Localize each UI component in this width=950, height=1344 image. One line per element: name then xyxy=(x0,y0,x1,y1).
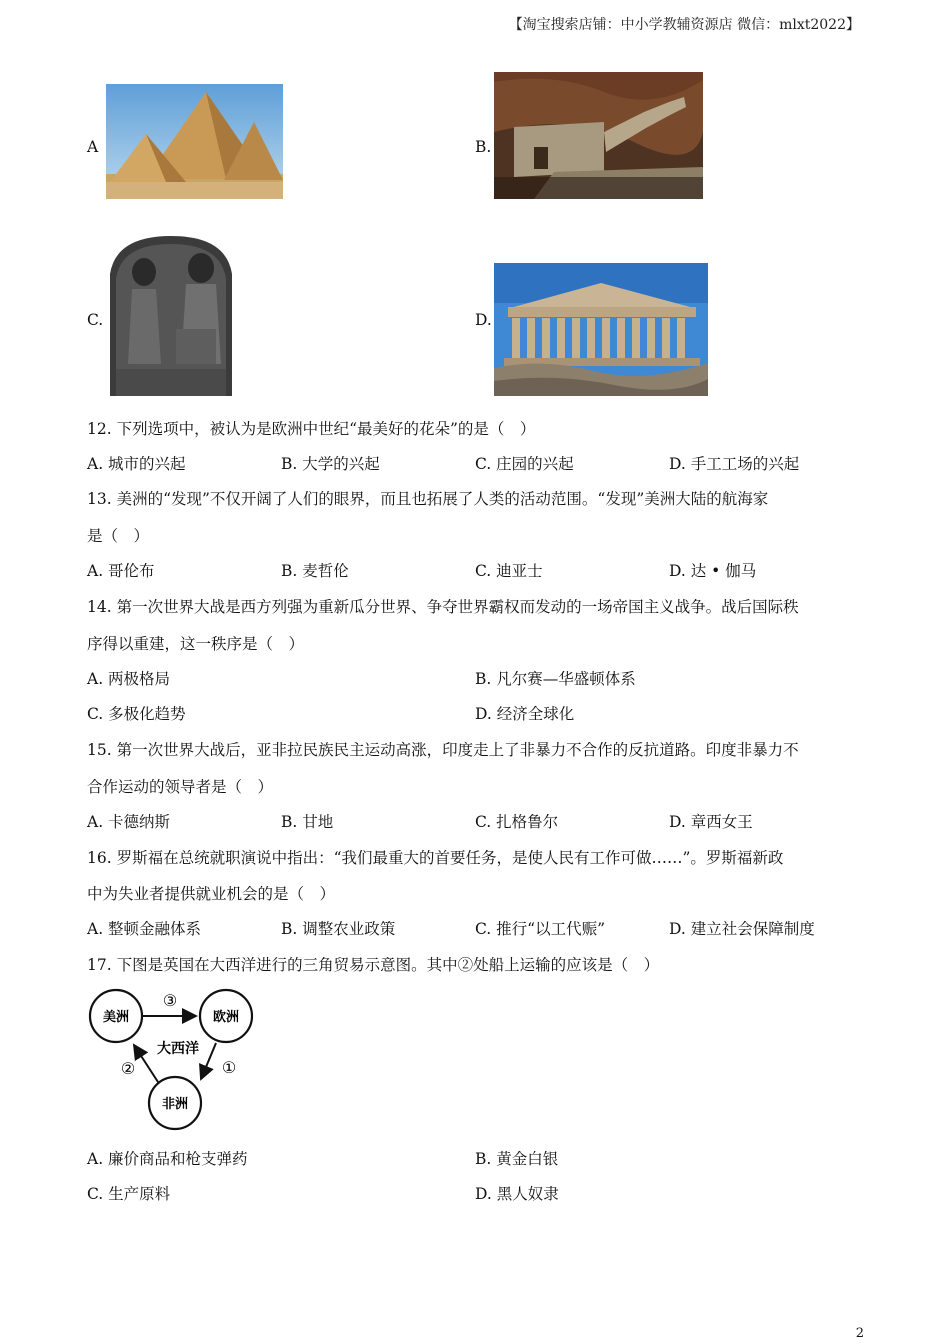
option-a-label: A xyxy=(87,138,99,156)
q15-option-d: D. 章西女王 xyxy=(669,813,753,831)
q17-option-a: A. 廉价商品和枪支弹药 xyxy=(87,1150,248,1168)
q12-option-a: A. 城市的兴起 xyxy=(87,455,186,473)
page-header: 【淘宝搜索店铺：中小学教辅资源店 微信：mlxt2022】 xyxy=(508,17,860,33)
option-d-label: D. xyxy=(475,311,492,329)
marker-2: ② xyxy=(120,1059,136,1078)
q17-option-b: B. 黄金白银 xyxy=(475,1150,559,1168)
arrow-europe-to-africa xyxy=(201,1043,216,1079)
q14-option-c: C. 多极化趋势 xyxy=(87,705,186,723)
triangle-trade-diagram xyxy=(86,987,260,1135)
q14-option-d: D. 经济全球化 xyxy=(475,705,575,723)
q16-option-d: D. 建立社会保障制度 xyxy=(669,920,815,938)
q15-stem-line2: 合作运动的领导者是（ ） xyxy=(87,778,274,796)
marker-1: ① xyxy=(221,1058,237,1077)
q13-stem-line1: 13. 美洲的“发现”不仅开阔了人们的眼界，而且也拓展了人类的活动范围。“发现”美洲大陆的航海家 xyxy=(87,490,769,508)
q14-stem-line1: 14. 第一次世界大战是西方列强为重新瓜分世界、争夺世界霸权而发动的一场帝国主义战争。战后国际秩 xyxy=(87,598,799,616)
parthenon-image xyxy=(494,263,708,396)
q13-option-c: C. 迪亚士 xyxy=(475,562,543,580)
q16-option-a: A. 整顿金融体系 xyxy=(87,920,202,938)
q12-stem: 12. 下列选项中，被认为是欧洲中世纪“最美好的花朵”的是（ ） xyxy=(87,420,536,438)
option-c-label: C. xyxy=(87,311,104,329)
option-b-label: B. xyxy=(475,138,492,156)
great-wall-image xyxy=(494,72,703,199)
americas-label: 美洲 xyxy=(102,1010,130,1025)
q12-option-b: B. 大学的兴起 xyxy=(281,455,380,473)
q15-option-c: C. 扎格鲁尔 xyxy=(475,813,559,831)
q13-stem-line2: 是（ ） xyxy=(87,527,150,545)
africa-label: 非洲 xyxy=(161,1097,189,1112)
q15-option-b: B. 甘地 xyxy=(281,813,334,831)
page-number: 2 xyxy=(855,1326,864,1341)
q14-option-a: A. 两极格局 xyxy=(87,670,171,688)
pyramids-image xyxy=(106,84,283,199)
q15-stem-line1: 15. 第一次世界大战后，亚非拉民族民主运动高涨，印度走上了非暴力不合作的反抗道路。印度非暴力不 xyxy=(87,741,799,759)
q13-option-a: A. 哥伦布 xyxy=(87,562,155,580)
q17-option-d: D. 黑人奴隶 xyxy=(475,1185,559,1203)
q12-option-c: C. 庄园的兴起 xyxy=(475,455,574,473)
q16-stem-line2: 中为失业者提供就业机会的是（ ） xyxy=(87,885,336,903)
arrow-africa-to-americas xyxy=(134,1045,158,1082)
ocean-label: 大西洋 xyxy=(157,1041,199,1057)
q16-option-c: C. 推行“以工代赈” xyxy=(475,920,606,938)
europe-label: 欧洲 xyxy=(212,1010,240,1025)
q16-stem-line1: 16. 罗斯福在总统就职演说中指出：“我们最重大的首要任务，是使人民有工作可做……”。罗斯福新政 xyxy=(87,849,784,867)
q16-option-b: B. 调整农业政策 xyxy=(281,920,396,938)
hammurabi-stele-image xyxy=(106,234,236,396)
q13-option-b: B. 麦哲伦 xyxy=(281,562,349,580)
q17-option-c: C. 生产原料 xyxy=(87,1185,171,1203)
q14-stem-line2: 序得以重建，这一秩序是（ ） xyxy=(87,635,305,653)
q17-stem: 17. 下图是英国在大西洋进行的三角贸易示意图。其中②处船上运输的应该是（ ） xyxy=(87,956,660,974)
q13-option-d: D. 达 • 伽马 xyxy=(669,562,757,580)
q12-option-d: D. 手工工场的兴起 xyxy=(669,455,800,473)
q14-option-b: B. 凡尔赛—华盛顿体系 xyxy=(475,670,636,688)
q15-option-a: A. 卡德纳斯 xyxy=(87,813,171,831)
marker-3: ③ xyxy=(162,991,178,1010)
